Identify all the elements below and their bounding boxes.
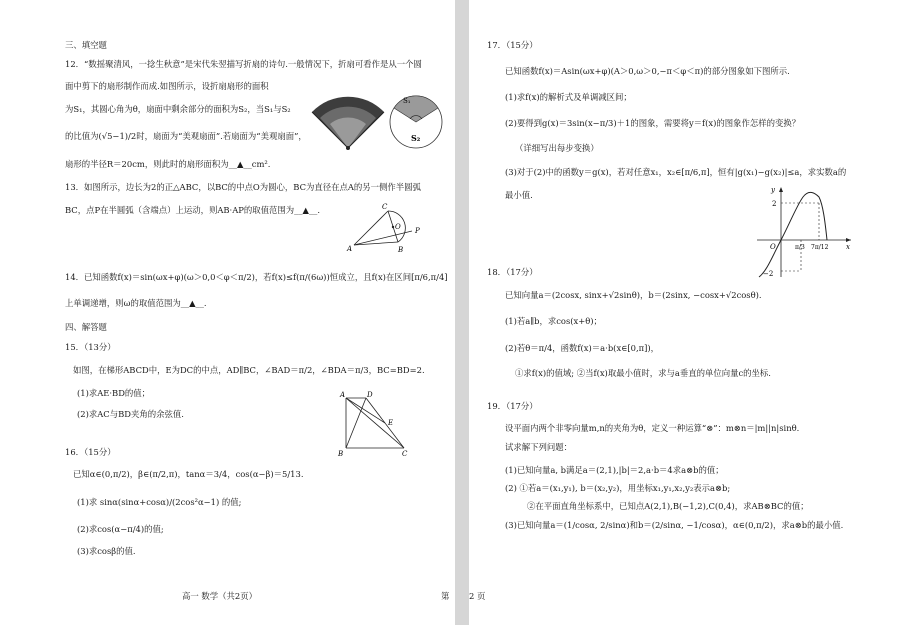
axis-x-label: x — [846, 243, 850, 251]
label-b: B — [398, 246, 404, 254]
section-fill-blank-heading: 三、填空题 — [65, 40, 107, 50]
q13-line-2: BC，点P在半圆弧（含端点）上运动，则AB·AP的取值范围为__▲__. — [65, 205, 321, 215]
origin-label: O — [770, 243, 776, 251]
q18-line-4: ①求f(x)的值域; ②当f(x)取最小值时，求与a垂直的单位向量c的坐标. — [515, 368, 771, 378]
footer-page-suffix: 2 页 — [469, 591, 486, 601]
left-page — [0, 0, 455, 625]
q15-line-3: (2)求AC与BD夹角的余弦值. — [77, 409, 184, 419]
q12-line-3: 为S₁，其圆心角为θ，扇面中剩余部分的面积为S₂，当S₁与S₂ — [65, 104, 291, 114]
q17-line-5: (3)对于(2)中的函数y＝g(x)，若对任意x₁，x₂∈[π/6,π]，恒有|g(x₁)−g(x₂)|≤a，求实数a的 — [505, 167, 847, 177]
label-d: D — [367, 391, 373, 399]
q17-line-3: (2)要得到g(x)＝3sin(x−π/3)＋1的图象，需要将y＝f(x)的图象作怎样的变换？ — [505, 118, 801, 128]
section-answer-heading: 四、解答题 — [65, 322, 107, 332]
triangle-semicircle-figure — [346, 197, 436, 255]
label-o: O — [395, 223, 401, 231]
q12-line-4: 的比值为(√5−1)/2时，扇面为“美观扇面”.若扇面为“美观扇面”， — [65, 131, 307, 141]
tick-2: 2 — [772, 200, 777, 208]
q18-heading: 18．（17分） — [487, 267, 538, 277]
trapezoid-figure — [336, 388, 416, 458]
q15-line-1: 如图，在梯形ABCD中，E为DC的中点，AD∥BC，∠BAD＝π/2，∠BDA＝π/3，BC=BD=2. — [73, 365, 425, 375]
tick-7pi-over-12: 7π/12 — [811, 244, 829, 251]
q12-line-2: 面中剪下的扇形制作而成.如图所示，设折扇扇形的面积 — [65, 81, 269, 91]
q17-line-1: 已知函数f(x)＝Asin(ωx+φ)(A＞0,ω＞0,−π＜φ＜π)的部分图象如下图所示. — [505, 66, 790, 76]
q17-heading: 17．（15分） — [487, 40, 538, 50]
q14-line-2: 上单调递增，则ω的取值范围为__▲__. — [65, 298, 207, 308]
q17-line-2: (1)求f(x)的解析式及单调减区间； — [505, 92, 632, 102]
fan-sector-diagram — [390, 96, 442, 148]
label-e: E — [388, 419, 394, 427]
tick-neg2: −2 — [763, 270, 774, 278]
q17-line-6: 最小值. — [505, 190, 533, 200]
label-a: A — [340, 391, 346, 399]
q19-line-1: 设平面内两个非零向量m,n的夹角为θ，定义一种运算“⊗”：m⊗n＝|m||n|sinθ. — [505, 423, 800, 433]
sine-graph-figure — [753, 183, 853, 279]
footer-page-prefix: 第 — [441, 591, 450, 601]
q19-heading: 19．（17分） — [487, 401, 538, 411]
left-page-footer: 高一 数学（共2页） — [182, 591, 257, 601]
q15-heading: 15．（13分） — [65, 342, 116, 352]
q13-line-1: 13．如图所示，边长为2的正△ABC，以BC的中点O为圆心，BC为直径在点A的另一侧作半圆弧 — [65, 182, 421, 192]
q18-line-3: (2)若θ＝π/4，函数f(x)＝a·b(x∈[0,π])， — [505, 343, 660, 353]
q19-line-4: (2) ①若a＝(x₁,y₁), b＝(x₂,y₂)，用坐标x₁,y₁,x₂,y₂表示a⊗b; — [505, 483, 731, 493]
label-b: B — [338, 450, 344, 458]
q16-line-4: (3)求cosβ的值. — [77, 546, 136, 556]
label-c: C — [402, 450, 408, 458]
q19-line-3: (1)已知向量a, b满足a＝(2,1),|b|＝2,a·b＝4求a⊗b的值； — [505, 465, 724, 475]
q18-line-2: (1)若a∥b，求cos(x+θ)； — [505, 316, 602, 326]
label-p: P — [415, 227, 420, 235]
q15-line-2: (1)求AE·BD的值； — [77, 388, 151, 398]
label-s1: S₁ — [403, 97, 411, 105]
q16-line-2: (1)求 sinα(sinα+cosα)/(2cos²α−1) 的值; — [77, 497, 242, 507]
folding-fan-figure — [308, 92, 448, 154]
q17-line-4: （详细写出每步变换） — [515, 143, 599, 153]
q19-line-6: (3)已知向量a＝(1/cosα, 2/sinα)和b＝(2/sinα, −1/cosα)，α∈(0,π/2)，求a⊗b的最小值. — [505, 520, 844, 530]
page-gutter — [455, 0, 469, 625]
label-a: A — [347, 245, 353, 253]
tick-pi-over-3: π/3 — [795, 244, 805, 251]
q16-line-3: (2)求cos(α−π/4)的值; — [77, 524, 164, 534]
fan-photo-illustration — [312, 97, 384, 150]
q14-line-1: 14．已知函数f(x)＝sin(ωx+φ)(ω＞0,0＜φ＜π/2)，若f(x)≤f(π/(6ω))恒成立，且f(x)在区间[π/6,π/4] — [65, 272, 448, 282]
label-s2: S₂ — [411, 133, 421, 143]
q16-heading: 16．（15分） — [65, 447, 116, 457]
q12-line-1: 12．“数摇聚清风，一捻生秋意”是宋代朱翌描写折扇的诗句.一般情况下，折扇可看作是从一个圆 — [65, 59, 422, 69]
label-c: C — [382, 203, 388, 211]
axis-y-label: y — [771, 186, 775, 194]
q16-line-1: 已知α∈(0,π/2)，β∈(π/2,π)，tanα＝3/4，cos(α−β)＝5/13. — [73, 469, 304, 479]
right-page — [469, 0, 924, 625]
q19-line-2: 试求解下列问题： — [505, 442, 572, 452]
q18-line-1: 已知向量a＝(2cosx, sinx+√2sinθ)，b＝(2sinx, −cosx+√2cosθ). — [505, 290, 762, 300]
q12-line-5: 扇形的半径R＝20cm，则此时的扇形面积为__▲__cm². — [65, 159, 271, 169]
q19-line-5: ②在平面直角坐标系中，已知点A(2,1),B(−1,2),C(0,4)，求AB⊗BC的值； — [527, 501, 809, 511]
